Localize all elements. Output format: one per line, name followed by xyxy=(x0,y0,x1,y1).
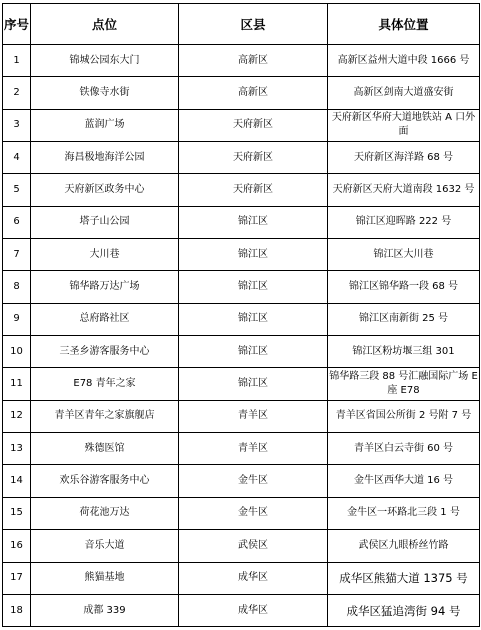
header-number: 序号 xyxy=(3,4,31,45)
table-row xyxy=(3,400,480,432)
table-row xyxy=(3,368,480,400)
header-address: 具体位置 xyxy=(328,4,480,45)
district-cell: 高新区 xyxy=(179,45,328,77)
row-number: 7 xyxy=(3,239,31,271)
address-cell: 锦江区锦华路一段 68 号 xyxy=(328,271,480,303)
header-place: 点位 xyxy=(31,4,179,45)
district-cell: 锦江区 xyxy=(179,336,328,368)
address-cell: 武侯区九眼桥丝竹路 xyxy=(328,530,480,562)
place-cell: 荷花池万达 xyxy=(31,497,179,529)
place-cell: 熊猫基地 xyxy=(31,562,179,594)
header-row xyxy=(3,4,480,45)
place-cell: 海昌极地海洋公园 xyxy=(31,142,179,174)
address-cell: 锦江区南新街 25 号 xyxy=(328,303,480,335)
row-number: 16 xyxy=(3,530,31,562)
row-number: 8 xyxy=(3,271,31,303)
place-cell: 蓝润广场 xyxy=(31,109,179,141)
address-cell: 高新区剑南大道盛安街 xyxy=(328,77,480,109)
district-cell: 高新区 xyxy=(179,77,328,109)
address-cell: 锦华路三段 88 号汇融国际广场 E 座 E78 xyxy=(328,368,480,400)
district-cell: 青羊区 xyxy=(179,433,328,465)
district-cell: 锦江区 xyxy=(179,303,328,335)
address-cell: 成华区熊猫大道 1375 号 xyxy=(328,562,480,594)
row-number: 12 xyxy=(3,400,31,432)
header-district: 区县 xyxy=(179,4,328,45)
place-cell: 欢乐谷游客服务中心 xyxy=(31,465,179,497)
address-cell: 天府新区天府大道南段 1632 号 xyxy=(328,174,480,206)
table-row xyxy=(3,433,480,465)
district-cell: 锦江区 xyxy=(179,206,328,238)
district-cell: 青羊区 xyxy=(179,400,328,432)
place-cell: 大川巷 xyxy=(31,239,179,271)
place-cell: 塔子山公园 xyxy=(31,206,179,238)
district-cell: 锦江区 xyxy=(179,271,328,303)
row-number: 2 xyxy=(3,77,31,109)
place-cell: 三圣乡游客服务中心 xyxy=(31,336,179,368)
place-cell: 音乐大道 xyxy=(31,530,179,562)
table-row xyxy=(3,109,480,141)
address-cell: 金牛区西华大道 16 号 xyxy=(328,465,480,497)
district-cell: 天府新区 xyxy=(179,109,328,141)
place-cell: 天府新区政务中心 xyxy=(31,174,179,206)
address-cell: 锦江区粉坊堰三组 301 xyxy=(328,336,480,368)
row-number: 6 xyxy=(3,206,31,238)
table-row xyxy=(3,336,480,368)
place-cell: 锦城公园东大门 xyxy=(31,45,179,77)
place-cell: 青羊区青年之家旗舰店 xyxy=(31,400,179,432)
table-row xyxy=(3,562,480,594)
row-number: 18 xyxy=(3,594,31,626)
district-cell: 金牛区 xyxy=(179,465,328,497)
row-number: 9 xyxy=(3,303,31,335)
district-cell: 锦江区 xyxy=(179,239,328,271)
address-cell: 青羊区白云寺街 60 号 xyxy=(328,433,480,465)
place-cell: E78 青年之家 xyxy=(31,368,179,400)
place-cell: 铁像寺水街 xyxy=(31,77,179,109)
table-row xyxy=(3,465,480,497)
district-cell: 金牛区 xyxy=(179,497,328,529)
row-number: 10 xyxy=(3,336,31,368)
district-cell: 成华区 xyxy=(179,562,328,594)
table-row xyxy=(3,594,480,626)
table-row xyxy=(3,174,480,206)
address-cell: 锦江区大川巷 xyxy=(328,239,480,271)
address-cell: 天府新区海洋路 68 号 xyxy=(328,142,480,174)
row-number: 1 xyxy=(3,45,31,77)
table-row xyxy=(3,530,480,562)
place-cell: 成都 339 xyxy=(31,594,179,626)
table-row xyxy=(3,206,480,238)
address-cell: 天府新区华府大道地铁站 A 口外面 xyxy=(328,109,480,141)
row-number: 14 xyxy=(3,465,31,497)
row-number: 17 xyxy=(3,562,31,594)
row-number: 11 xyxy=(3,368,31,400)
district-cell: 成华区 xyxy=(179,594,328,626)
address-cell: 成华区猛追湾街 94 号 xyxy=(328,594,480,626)
district-cell: 武侯区 xyxy=(179,530,328,562)
table-row xyxy=(3,142,480,174)
row-number: 13 xyxy=(3,433,31,465)
address-cell: 高新区益州大道中段 1666 号 xyxy=(328,45,480,77)
address-cell: 青羊区省国公所街 2 号附 7 号 xyxy=(328,400,480,432)
row-number: 15 xyxy=(3,497,31,529)
place-cell: 殊德医馆 xyxy=(31,433,179,465)
table-row xyxy=(3,497,480,529)
district-cell: 天府新区 xyxy=(179,174,328,206)
table-row xyxy=(3,45,480,77)
place-cell: 总府路社区 xyxy=(31,303,179,335)
place-cell: 锦华路万达广场 xyxy=(31,271,179,303)
table-row xyxy=(3,303,480,335)
row-number: 3 xyxy=(3,109,31,141)
address-cell: 金牛区一环路北三段 1 号 xyxy=(328,497,480,529)
locations-table xyxy=(2,3,480,627)
table-row xyxy=(3,271,480,303)
address-cell: 锦江区迎晖路 222 号 xyxy=(328,206,480,238)
table-row xyxy=(3,77,480,109)
district-cell: 天府新区 xyxy=(179,142,328,174)
district-cell: 锦江区 xyxy=(179,368,328,400)
row-number: 4 xyxy=(3,142,31,174)
row-number: 5 xyxy=(3,174,31,206)
table-row xyxy=(3,239,480,271)
